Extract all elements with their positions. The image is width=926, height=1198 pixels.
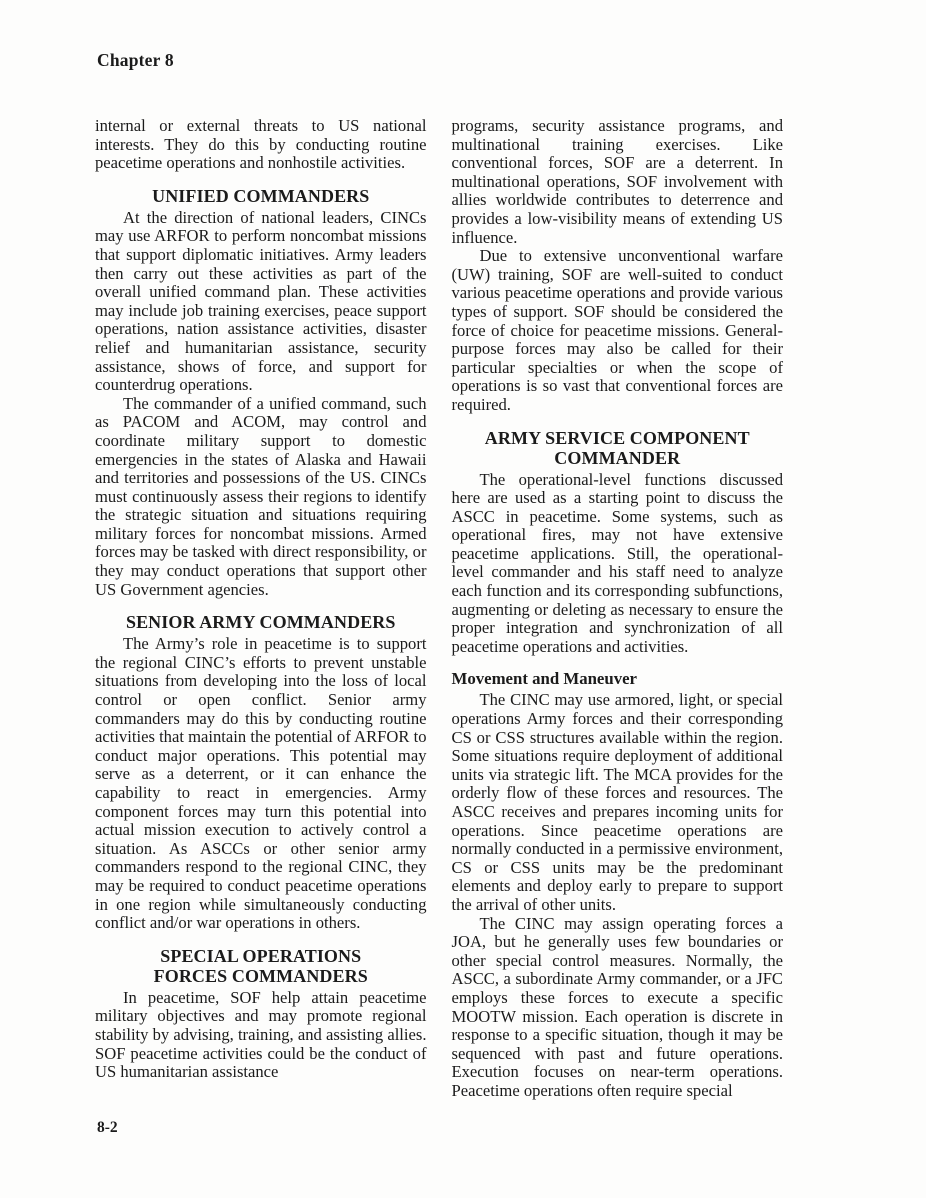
paragraph-unified-1: At the direction of national leaders, CINCs may use ARFOR to perform noncombat missions that support diplomatic initiatives. Army leaders then carry out these activities as part of the overall unified command plan. These activities may include job training exercises, peace support operations, nation assistance activities, disaster relief and humanitarian assistance, security assistance, shows of force, and support for counterdrug operations.	[95, 207, 427, 395]
paragraph-senior-army: The Army’s role in peacetime is to support the regional CINC’s efforts to prevent unstable situations from developing into the loss of local control or open conflict. Senior army commanders may do this by conducting routine activities that maintain the potential of ARFOR to conduct major operations. This potential may serve as a deterrent, or it can enhance the capability to react in emergencies. Army component forces may turn this potential into actual mission execution to actively control a situation. As ASCCs or other senior army commanders respond to the regional CINC, they may be required to conduct peacetime operations in one region while simultaneously conducting conflict and/or war operations in others.	[95, 634, 427, 933]
paragraph-sof: In peacetime, SOF help attain peacetime military objectives and may promote regional stability by advising, training, and assisting allies. SOF peacetime activities could be the conduct of US humanitarian assistance	[95, 987, 427, 1082]
paragraph-ascc: The operational-level functions discussed here are used as a starting point to discuss the ASCC in peacetime. Some systems, such as operational fires, may not have extensive peacetime applications. Still, the operational-level commander and his staff need to analyze each function and its corresponding subfunctions, augmenting or deleting as necessary to ensure the proper integration and synchronization of all peacetime operations and activities.	[451, 469, 783, 656]
section-heading-unified-commanders: UNIFIED COMMANDERS	[152, 185, 370, 206]
section-heading-sof-line-1: SPECIAL OPERATIONS	[160, 945, 362, 966]
section-heading-ascc	[452, 428, 784, 468]
right-column	[452, 117, 784, 1101]
section-heading-sof-commanders	[95, 946, 427, 986]
subsection-heading-movement-and-maneuver: Movement and Maneuver	[451, 669, 637, 689]
paragraph-sof-continuation-1: programs, security assistance programs, and multinational training exercises. Like conventional forces, SOF are a deterrent. In multinational operations, SOF involvement with allies worldwide contributes to deterrence and provides a low-visibility means of extending US influence.	[451, 116, 783, 247]
paragraph-sof-continuation-2: Due to extensive unconventional warfare (UW) training, SOF are well-suited to conduct various peacetime operations and provide various types of support. SOF should be considered the force of choice for peacetime missions. General-purpose forces may also be called for their particular specialties or when the scope of operations is so vast that conventional forces are required.	[451, 246, 783, 414]
section-heading-ascc-line-2: COMMANDER	[554, 447, 681, 468]
section-heading-ascc-line-1: ARMY SERVICE COMPONENT	[484, 427, 750, 448]
left-column	[95, 117, 427, 1101]
paragraph-cinc-assign: The CINC may assign operating forces a JOA, but he generally uses few boundaries or other special control measures. Normally, the ASCC, a subordinate Army commander, or a JFC employs these forces to execute a specific MOOTW mission. Each operation is discrete in response to a specific situation, though it may be sequenced with past and future operations. Execution focuses on near-term operations. Peacetime operations often require special	[451, 913, 783, 1100]
chapter-header: Chapter 8	[97, 50, 174, 70]
section-heading-sof-line-2: FORCES COMMANDERS	[153, 965, 368, 986]
paragraph-intro-continuation: internal or external threats to US national interests. They do this by conducting routine peacetime operations and nonhostile activities.	[95, 116, 427, 173]
two-column-body	[95, 117, 783, 1101]
paragraph-movement: The CINC may use armored, light, or special operations Army forces and their corresponding CS or CSS structures available within the region. Some situations require deployment of additional units via strategic lift. The MCA provides for the orderly flow of these forces and resources. The ASCC receives and prepares incoming units for operations. Since peacetime operations are normally conducted in a permissive environment, CS or CSS units may be the predominant elements and deploy early to prepare to support the arrival of other units.	[451, 690, 783, 914]
paragraph-unified-2: The commander of a unified command, such as PACOM and ACOM, may control and coordinate military support to domestic emergencies in the states of Alaska and Hawaii and territories and possessions of the US. CINCs must continuously assess their regions to identify the strategic situation and situations requiring military forces for noncombat missions. Armed forces may be tasked with direct responsibility, or they may conduct operations that support other US Government agencies.	[95, 393, 427, 599]
page-number: 8-2	[97, 1119, 118, 1136]
section-heading-senior-army-commanders: SENIOR ARMY COMMANDERS	[125, 612, 396, 633]
